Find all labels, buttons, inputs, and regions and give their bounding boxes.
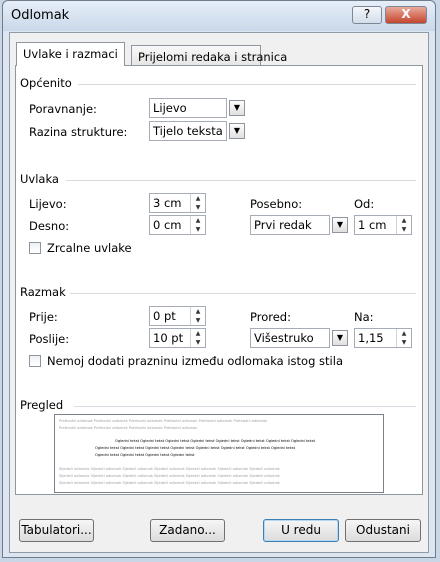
section-divider (66, 180, 416, 181)
preview-next-text: Sljedeći odlomak Sljedeći odlomak Sljedeći odlomak Sljedeći odlomak Sljedeći odlomak Sljedeći odlomak Sljedeći odlomak (59, 467, 280, 471)
close-button[interactable] (385, 6, 427, 24)
tabs-button[interactable]: Tabulatori... (19, 519, 94, 542)
dialog-title: Odlomak (11, 8, 70, 23)
outline-level-label: Razina strukture: (29, 125, 128, 139)
section-preview-title: Pregled (20, 398, 64, 412)
special-indent-select[interactable]: Prvi redak (250, 215, 330, 235)
line-spacing-at-input[interactable]: 1,15 (354, 328, 412, 348)
preview-sample-text: Ogledni tekst Ogledni tekst Ogledni tekst Ogledni tekst Ogledni tekst Ogledni tekst Ogledni tekst Ogledni tekst (115, 439, 316, 443)
help-button[interactable] (352, 6, 382, 24)
line-spacing-dropdown-arrow[interactable]: ▼ (332, 330, 348, 346)
preview-previous-text: Prethodni odlomak Prethodni odlomak Prethodni odlomak Prethodni odlomak (59, 426, 198, 430)
line-spacing-label: Prored: (250, 310, 291, 324)
tab-line-page-breaks[interactable]: Prijelomi redaka i stranica (131, 45, 261, 67)
section-divider (74, 406, 416, 407)
paragraph-dialog (2, 0, 436, 558)
special-indent-dropdown-arrow[interactable]: ▼ (332, 217, 348, 233)
tab-indents-spacing[interactable]: Uvlake i razmaci (16, 42, 125, 66)
mirror-indents-checkbox[interactable] (29, 242, 41, 254)
section-divider (70, 293, 416, 294)
section-indent-title: Uvlaka (20, 172, 59, 186)
title-bar (3, 1, 435, 31)
indent-by-label: Od: (354, 197, 375, 211)
indent-by-spinner[interactable]: ▲ ▼ (396, 216, 411, 234)
preview-sample-text: Ogledni tekst Ogledni tekst Ogledni tekst Ogledni tekst Ogledni tekst Ogledni tekst Ogledni tekst Ogledni tekst (95, 446, 296, 450)
spacing-before-spinner[interactable]: ▲ ▼ (190, 307, 205, 325)
indent-right-spinner[interactable]: ▲ ▼ (190, 216, 205, 234)
alignment-label: Poravnanje: (29, 102, 97, 116)
alignment-dropdown-arrow[interactable]: ▼ (229, 100, 245, 116)
preview-sample-text: Ogledni tekst Ogledni tekst Ogledni tekst Ogledni tekst (95, 453, 195, 457)
section-general-title: Općenito (20, 76, 72, 90)
mirror-indents-label: Zrcalne uvlake (47, 241, 132, 255)
preview-box (54, 414, 384, 493)
spacing-before-label: Prije: (29, 310, 58, 324)
spacing-after-spinner[interactable]: ▲ ▼ (190, 329, 205, 347)
dialog-body (9, 32, 429, 553)
help-icon: ? (363, 7, 371, 21)
close-icon: X (401, 7, 411, 21)
indent-right-label: Desno: (29, 219, 70, 233)
outline-level-select[interactable]: Tijelo teksta (149, 121, 227, 141)
preview-next-text: Sljedeći odlomak Sljedeći odlomak Sljedeći odlomak Sljedeći odlomak Sljedeći odlomak Sljedeći odlomak Sljedeći odlomak (59, 474, 280, 478)
spacing-before-input[interactable]: 0 pt (149, 306, 206, 326)
indent-left-input[interactable]: 3 cm (149, 193, 206, 213)
preview-next-text: Sljedeći odlomak Sljedeći odlomak Sljedeći odlomak Sljedeći odlomak Sljedeći odlomak Sljedeći odlomak Sljedeći odlomak (59, 481, 280, 485)
preview-previous-text: Prethodni odlomak Prethodni odlomak Prethodni odlomak Prethodni odlomak Prethodni odlomak Prethodni odlomak (59, 419, 268, 423)
spacing-after-input[interactable]: 10 pt (149, 328, 206, 348)
special-indent-label: Posebno: (250, 197, 303, 211)
indent-left-spinner[interactable]: ▲ ▼ (190, 194, 205, 212)
indent-right-input[interactable]: 0 cm (149, 215, 206, 235)
section-spacing-title: Razmak (20, 285, 66, 299)
outline-level-dropdown-arrow[interactable]: ▼ (229, 123, 245, 139)
set-default-button[interactable]: Zadano... (150, 519, 225, 542)
indent-left-label: Lijevo: (29, 197, 67, 211)
dont-add-space-label: Nemoj dodati prazninu između odlomaka istog stila (47, 354, 343, 368)
line-spacing-select[interactable]: Višestruko (250, 328, 330, 348)
indent-by-input[interactable]: 1 cm (354, 215, 412, 235)
line-spacing-at-label: Na: (354, 310, 374, 324)
section-divider (78, 84, 416, 85)
alignment-select[interactable]: Lijevo (149, 98, 227, 118)
dont-add-space-checkbox[interactable] (29, 355, 41, 367)
spacing-after-label: Poslije: (29, 332, 70, 346)
cancel-button[interactable]: Odustani (345, 519, 421, 542)
line-spacing-at-spinner[interactable]: ▲ ▼ (396, 329, 411, 347)
ok-button[interactable]: U redu (263, 519, 339, 542)
tab-panel (15, 65, 423, 495)
